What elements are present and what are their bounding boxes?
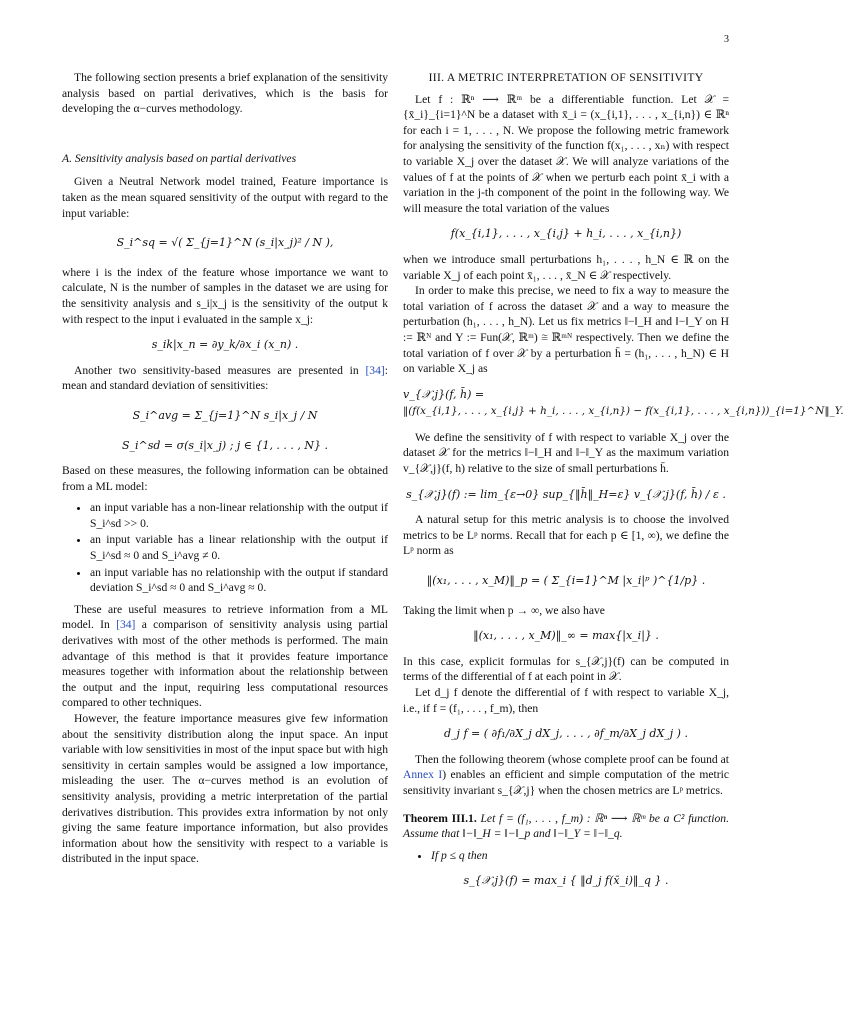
- bullet-list: [62, 500, 388, 596]
- theorem-text: Let f = (f₁, . . . , f_m) : ℝⁿ ⟶ ℝᵐ be a C² function. Assume that ‖−‖_H = ‖−‖_p and ‖−‖_Y = ‖−‖_q.: [403, 811, 729, 841]
- paragraph-3: [62, 363, 388, 394]
- p3-text-a: Another two sensitivity-based measures are presented in: [74, 363, 366, 377]
- paragraph-r7: In this case, explicit formulas for s_{𝒳,j}(f) can be computed in terms of the differential of f at each point in 𝒳.: [403, 654, 729, 684]
- p9-text-b: ) enables an efficient and simple computation of the metric sensitivity invariant s_{𝒳,j} when the chosen metrics are Lᵖ metrics.: [403, 768, 729, 797]
- equation-perturbed: f(x_{i,1}, . . . , x_{i,j} + h_i, . . . , x_{i,n}): [450, 227, 682, 241]
- equation-sd: S_i^sd = σ(s_i|x_j) ; j ∈ {1, . . . , N} .: [121, 438, 329, 452]
- equation-sensitivity: s_ik|x_n = ∂y_k/∂x_i (x_n) .: [151, 338, 299, 352]
- page-number: 3: [724, 34, 729, 45]
- equation-avg: S_i^avg = Σ_{j=1}^N s_i|x_j / N: [132, 408, 318, 422]
- equation-sq: S_i^sq = √( Σ_{j=1}^N (s_i|x_j)² / N ),: [116, 236, 334, 250]
- paragraph-6: However, the feature importance measures give few information about the sensitivity distribution along the input space. An input variable with low sensitivities in most of the input space but with high sensitivity in certain samples would be assigned a low importance, misleading the user. The α−curves method is an evolution of sensitivity analysis, providing a metric interpretation of the partial derivatives distribution. This provides extra information by not only giving the same feature importance information, but also provides information about how the sensitivity with respect to a variable is distributed in the input space.: [62, 712, 388, 866]
- paragraph-r4: We define the sensitivity of f with respect to variable X_j over the dataset 𝒳 for the metrics ‖−‖_H and ‖−‖_Y as the maximum variation v_{𝒳,j}(f, h) relative to the size of small perturbations h̄.: [403, 430, 729, 476]
- paragraph-r8: Let d_j f denote the differential of f with respect to variable X_j, i.e., if f = (f₁, . . . , f_m), then: [403, 686, 729, 715]
- equation-theorem: s_{𝒳,j}(f) = max_i { ‖d_j f(x̄_i)‖_q } .: [463, 874, 669, 888]
- citation-34[interactable]: [34]: [365, 363, 385, 377]
- paragraph-r6: Taking the limit when p → ∞, we also have: [403, 603, 605, 617]
- equation-differential: d_j f = ( ∂f₁/∂X_j dX_j, . . . , ∂f_m/∂X_j dX_j ) .: [444, 727, 688, 741]
- paragraph-r3: In order to make this precise, we need to fix a way to measure the total variation of f across the dataset 𝒳 and a way to measure the perturbation (h₁, . . . , h_N). Let us fix metrics ‖−‖_H and ‖−‖_Y on H := ℝᴺ and Y := Fun(𝒳, ℝᵐ) ≅ ℝᵐᴺ respectively. Then we define the total variation of f over 𝒳 by a perturbation h̄ = (h₁, . . . , h_N) ∈ H on variable X_j as: [403, 284, 729, 376]
- equation-sensitivity-limit: s_{𝒳,j}(f) := lim_{ε→0} sup_{‖h̄‖_H=ε} v_{𝒳,j}(f, h̄) / ε .: [406, 487, 726, 501]
- theorem: [403, 811, 729, 842]
- theorem-bullets: [403, 848, 729, 864]
- annex-link[interactable]: Annex I: [403, 768, 443, 782]
- equation-variation-b: ‖(f(x_{i,1}, . . . , x_{i,j} + h_i, . . . , x_{i,n}) − f(x_{i,1}, . . . , x_{i,n}))_{i=1}^N‖_Y.: [403, 405, 844, 418]
- equation-lp-norm: ‖(x₁, . . . , x_M)‖_p = ( Σ_{i=1}^M |x_i|ᵖ )^{1/p} .: [426, 574, 706, 588]
- section-title: III. A METRIC INTERPRETATION OF SENSITIVITY: [428, 71, 704, 84]
- theorem-label: Theorem III.1.: [403, 811, 477, 825]
- equation-inf-norm: ‖(x₁, . . . , x_M)‖_∞ = max{|x_i|} .: [473, 629, 659, 643]
- list-item: • an input variable has a non-linear relationship with the output if S_i^sd >> 0.: [90, 500, 388, 531]
- left-column: [62, 70, 388, 867]
- paragraph-r2: when we introduce small perturbations h₁, . . . , h_N ∈ ℝ on the variable X_j of each point x̄₁, . . . , x̄_N ∈ 𝒳 respectively.: [403, 252, 729, 282]
- citation-34[interactable]: [34]: [116, 618, 136, 632]
- paragraph-2: where i is the index of the feature whose importance we want to calculate, N is the number of samples in the dataset we are using for the sensitivity analysis and s_i|x_j is the sensitivity of the output k with respect to the input i evaluated in the sample x_j:: [62, 265, 388, 326]
- subsection-title: A. Sensitivity analysis based on partial derivatives: [62, 151, 297, 165]
- right-column: [403, 70, 844, 899]
- paragraph-5: [62, 602, 388, 711]
- paragraph-1: Given a Neutral Network model trained, Feature importance is taken as the mean squared sensitivity of the output with regard to the input variable:: [62, 175, 388, 220]
- list-item: • an input variable has a linear relationship with the output if S_i^sd ≈ 0 and S_i^avg ≠ 0.: [90, 532, 388, 563]
- intro-paragraph: The following section presents a brief explanation of the sensitivity analysis based on partial derivatives, which is the basis for developing the α−curves methodology.: [62, 71, 388, 116]
- p9-text-a: Then the following theorem (whose complete proof can be found at: [415, 752, 729, 766]
- p5-text-a: These are useful measures to retrieve information from a ML model. In: [62, 602, 388, 632]
- list-item: • an input variable has no relationship with the output if standard deviation S_i^sd ≈ 0 and S_i^avg ≈ 0.: [90, 565, 388, 596]
- paragraph-4: Based on these measures, the following information can be obtained from a ML model:: [62, 464, 388, 493]
- p5-text-b: a comparison of sensitivity analysis using partial derivatives with most of the other methods is performed. The main advantage of this method is that it provides feature importance measures together with information about the relationship between the output and the input, requiring less computational resources compared to other techniques.: [62, 618, 388, 710]
- paragraph-r1: Let f : ℝⁿ ⟶ ℝᵐ be a differentiable function. Let 𝒳 = {x̄_i}_{i=1}^N be a dataset with x̄_i = (x_{i,1}, . . . , x_{i,n}) ∈ ℝⁿ for each i = 1, . . . , N. We propose the following metric framework for analysing the sensitivity of the function f(x₁, . . . , xₙ) with respect to variable X_j over the dataset 𝒳. We will analyze variations of the values of f at the points of 𝒳 when we perturb each point x̄_i with a variation in the j-th component of the point in the following way. We will measure the total variation of the values: [403, 92, 729, 215]
- equation-variation-a: v_{𝒳,j}(f, h̄) =: [403, 387, 485, 401]
- paragraph-r9: [403, 752, 729, 799]
- paragraph-r5: A natural setup for this metric analysis is to choose the involved metrics to be Lᵖ norms. Recall that for each p ∈ [1, ∞), we define the Lᵖ norm as: [403, 513, 729, 558]
- p3-text-b: : mean and standard deviation of sensitivities:: [62, 363, 388, 393]
- list-item: [431, 848, 729, 864]
- theorem-bullet-text: If p ≤ q then: [431, 848, 488, 862]
